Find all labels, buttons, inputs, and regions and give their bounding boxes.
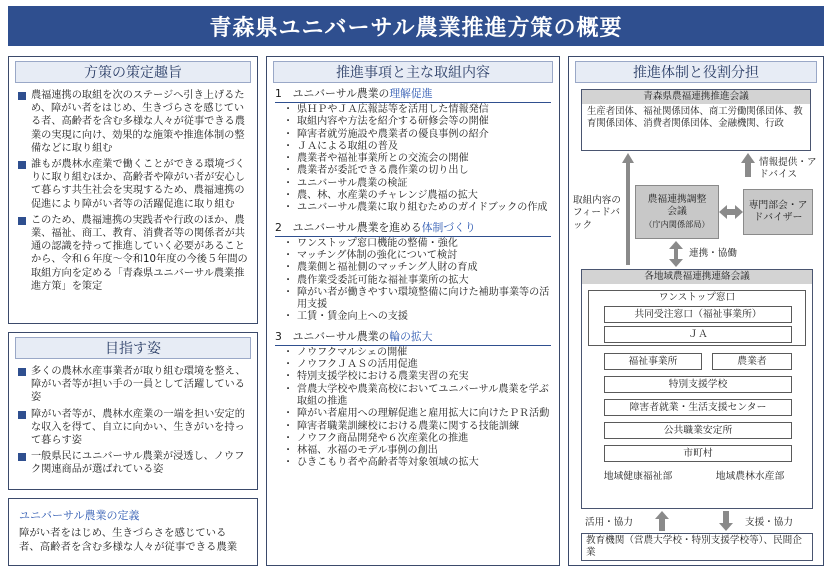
measures-panel bbox=[266, 56, 560, 566]
list-item: ・ 農作業受委託可能な福祉事業所の拡大 bbox=[283, 275, 551, 287]
regional-title: 各地域農福連携連絡会議 bbox=[582, 270, 812, 284]
section-structure-list bbox=[283, 238, 551, 324]
purpose-item: このため、農福連携の実践者や行政のほか、農業、福祉、商工、教育、消費者等の関係者が共通の認識を持って推進していく必要があることから、令和６年度～令和10年度の今後５年間の取組方向を定める「青森県ユニバーサル農業推進方策」を策定 bbox=[17, 214, 249, 293]
special-school-box: 特別支援学校 bbox=[604, 376, 792, 393]
use-label: 活用・協力 bbox=[585, 517, 633, 528]
list-item: ・ ワンストップ窓口機能の整備・強化 bbox=[283, 238, 551, 250]
list-item: ・ 県ＨＰやＪＡ広報誌等を活用した情報発信 bbox=[283, 104, 551, 116]
regional-box bbox=[581, 269, 813, 509]
section-label: 2 ユニバーサル農業を進める bbox=[275, 220, 422, 234]
support-label: 支援・協力 bbox=[745, 517, 793, 528]
link-arrow-icon bbox=[669, 241, 683, 267]
ja-box: ＪＡ bbox=[604, 326, 792, 343]
section-understanding-heading bbox=[275, 87, 551, 103]
list-item: ・ 特別支援学校における農業実習の充実 bbox=[283, 371, 551, 383]
list-item: ・ 農、林、水産業のチャレンジ農福の拡大 bbox=[283, 190, 551, 202]
goals-item: 多くの農林水産事業者が取り組む環境を整え、障がい者等が担い手の一員として活躍している姿 bbox=[17, 365, 249, 405]
list-item: ・ 障害者就労施設や農業者の優良事例の紹介 bbox=[283, 129, 551, 141]
coord-advisor-arrow-icon bbox=[719, 205, 743, 219]
welfare-office-box: 福祉事業所 bbox=[604, 353, 702, 370]
city-box: 市町村 bbox=[604, 445, 792, 462]
list-item: ・ 農業者が委託できる農作業の切り出し bbox=[283, 165, 551, 177]
list-item: ・ 障がい者雇用への理解促進と雇用拡大に向けたＰＲ活動 bbox=[283, 408, 551, 420]
list-item: ・ ひきこもり者や高齢者等対象領域の拡大 bbox=[283, 457, 551, 469]
goals-list bbox=[17, 365, 249, 477]
list-item: ・ 障がい者が働きやすい環境整備に向けた補助事業等の活用支援 bbox=[283, 287, 551, 312]
onestop-label: ワンストップ窓口 bbox=[658, 292, 736, 303]
list-item: ・ 障害者職業訓練校における農業に関する技能訓練 bbox=[283, 421, 551, 433]
council-title: 青森県農福連携推進会議 bbox=[582, 90, 810, 104]
link-label: 連携・協働 bbox=[689, 248, 737, 259]
list-item: ・ ユニバーサル農業に取り組むためのガイドブックの作成 bbox=[283, 202, 551, 214]
farmer-box: 農業者 bbox=[712, 353, 792, 370]
list-item: ・ ノウフク商品開発や６次産業化の推進 bbox=[283, 433, 551, 445]
definition-heading: ユニバーサル農業の定義 bbox=[19, 509, 140, 522]
structure-heading: 推進体制と役割分担 bbox=[575, 61, 817, 83]
list-item: ・ 工賃・賃金向上への支援 bbox=[283, 311, 551, 323]
council-box bbox=[581, 89, 811, 151]
goals-item: 障がい者等が、農林水産業の一端を担い安定的な収入を得て、自立に向かい、生きがいを持って暮らす姿 bbox=[17, 408, 249, 448]
purpose-list bbox=[17, 89, 249, 293]
feedback-arrow-icon bbox=[621, 153, 635, 265]
feedback-label: 取組内容のフィードバック bbox=[573, 195, 621, 231]
definition-text: 障がい者をはじめ、生きづらさを感じている者、高齢者を含む多様な人々が従事できる農業 bbox=[19, 527, 238, 553]
measures-heading: 推進事項と主な取組内容 bbox=[273, 61, 553, 83]
list-item: ・ 農業者や福祉事業所との交流会の開催 bbox=[283, 153, 551, 165]
list-item: ・ 取組内容や方法を紹介する研修会等の開催 bbox=[283, 116, 551, 128]
list-item: ・ ユニバーサル農業の検証 bbox=[283, 178, 551, 190]
structure-panel bbox=[568, 56, 824, 566]
support-center-box: 障害者就業・生活支援センター bbox=[604, 399, 792, 416]
definition-panel bbox=[8, 498, 258, 566]
list-item: ・ 林福、水福のモデル事例の創出 bbox=[283, 445, 551, 457]
purpose-panel bbox=[8, 56, 258, 324]
coordination-sub: （庁内関係部局） bbox=[644, 219, 710, 229]
section-label: 1 ユニバーサル農業の bbox=[275, 87, 390, 100]
goals-item: 一般県民にユニバーサル農業が浸透し、ノウフク関連商品が選ばれている姿 bbox=[17, 450, 249, 476]
section-expansion-list bbox=[283, 347, 551, 470]
list-item: ・ ノウフクＪＡＳの活用促進 bbox=[283, 359, 551, 371]
use-up-arrow-icon bbox=[655, 511, 669, 531]
support-down-arrow-icon bbox=[719, 511, 733, 531]
section-label: 3 ユニバーサル農業の bbox=[275, 329, 390, 343]
info-label: 情報提供・アドバイス bbox=[759, 157, 817, 181]
list-item: ・ マッチング体制の強化について検討 bbox=[283, 250, 551, 262]
goals-panel bbox=[8, 332, 258, 490]
coordination-box bbox=[635, 185, 719, 239]
purpose-item: 誰もが農林水産業で働くことができる環境づくりに取り組むほか、高齢者や障がい者が安心して暮らす共生社会を実現するため、農福連携の促進により障がい者等の活躍促進に取り組む bbox=[17, 158, 249, 211]
page-title-text: 青森県ユニバーサル農業推進方策の概要 bbox=[209, 15, 623, 41]
purpose-item: 農福連携の取組を次のステージへ引き上げるため、障がい者をはじめ、生きづらさを感じている者、高齢者を含む多様な人々が従事できる農業の実現に向け、効果的な施策や推進体制の整備などに取り組む bbox=[17, 89, 249, 155]
goals-heading: 目指す姿 bbox=[15, 337, 251, 359]
education-box: 教育機関（営農大学校・特別支援学校等）、民間企業 bbox=[581, 533, 813, 561]
coordination-title: 農福連携調整会議 bbox=[647, 194, 707, 217]
hellowork-box: 公共職業安定所 bbox=[604, 422, 792, 439]
section-understanding-list bbox=[283, 104, 551, 215]
section-highlight: 輪の拡大 bbox=[389, 329, 433, 343]
info-up-arrow-icon bbox=[741, 153, 755, 177]
section-highlight: 体制づくり bbox=[421, 220, 476, 234]
agri-dept-box: 地域農林水産部 bbox=[694, 469, 806, 486]
health-dept-box: 地域健康福祉部 bbox=[586, 469, 690, 486]
list-item: ・ 農業側と福祉側のマッチング人財の育成 bbox=[283, 262, 551, 274]
section-structure-heading bbox=[275, 221, 551, 237]
list-item: ・ 営農大学校や農業高校においてユニバーサル農業を学ぶ取組の推進 bbox=[283, 384, 551, 409]
list-item: ・ ノウフクマルシェの開催 bbox=[283, 347, 551, 359]
joint-order-box: 共同受注窓口（福祉事業所） bbox=[604, 306, 792, 323]
section-expansion-heading bbox=[275, 330, 551, 346]
purpose-heading: 方策の策定趣旨 bbox=[15, 61, 251, 83]
page-title bbox=[8, 6, 824, 46]
advisor-box bbox=[743, 189, 813, 235]
council-members: 生産者団体、福祉関係団体、商工労働関係団体、教育関係団体、消費者関係団体、金融機関、行政 bbox=[587, 106, 803, 130]
section-highlight: 理解促進 bbox=[389, 87, 433, 100]
list-item: ・ ＪＡによる取組の普及 bbox=[283, 141, 551, 153]
advisor-label: 専門部会・アドバイザー bbox=[748, 200, 808, 223]
